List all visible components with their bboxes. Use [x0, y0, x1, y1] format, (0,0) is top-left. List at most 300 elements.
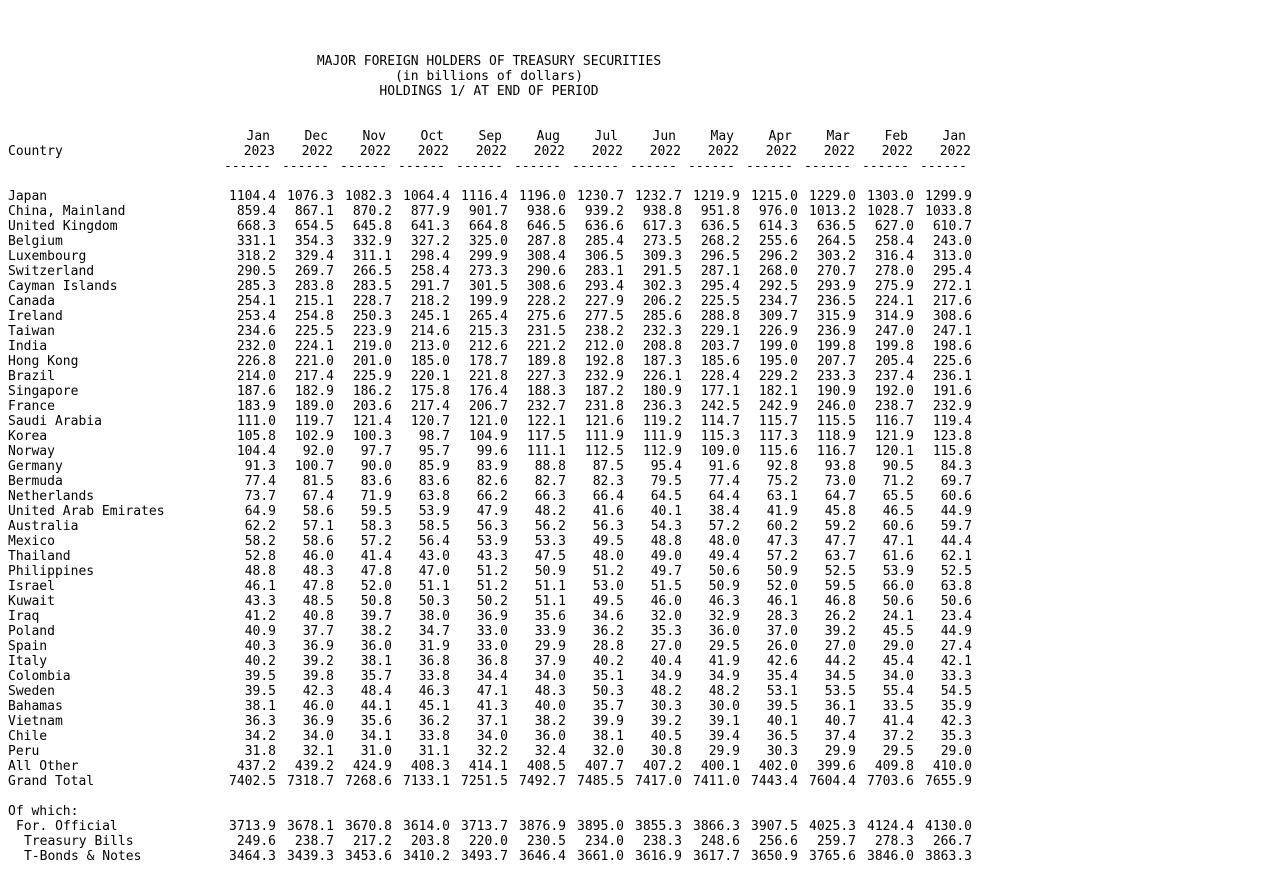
cell-value: 37.1 [476, 714, 508, 729]
cell-value: 47.8 [302, 579, 334, 594]
cell-value: 109.0 [700, 444, 740, 459]
cell-value: 52.0 [766, 579, 798, 594]
cell-value: 7411.0 [693, 774, 740, 789]
cell-value: 437.2 [236, 759, 276, 774]
cell-value: 1232.7 [635, 189, 682, 204]
cell-value: 57.2 [766, 549, 798, 564]
cell-value: 46.0 [302, 699, 334, 714]
cell-value: 23.4 [940, 609, 972, 624]
cell-value: 259.7 [816, 834, 856, 849]
cell-value: 51.2 [476, 579, 508, 594]
cell-value: 52.5 [824, 564, 856, 579]
table-row [8, 549, 972, 564]
country-name: Sweden [8, 684, 55, 699]
country-name: Switzerland [8, 264, 95, 279]
cell-value: 46.8 [824, 594, 856, 609]
cell-value: 185.0 [410, 354, 450, 369]
cell-value: 409.8 [874, 759, 914, 774]
cell-value: 877.9 [410, 204, 450, 219]
cell-value: 99.6 [476, 444, 508, 459]
cell-value: 636.5 [700, 219, 740, 234]
cell-value: 83.6 [360, 474, 392, 489]
cell-value: 83.9 [476, 459, 508, 474]
cell-value: 238.2 [584, 324, 624, 339]
cell-value: 175.8 [410, 384, 450, 399]
cell-value: 951.8 [700, 204, 740, 219]
cell-value: 48.5 [302, 594, 334, 609]
cell-value: 62.2 [244, 519, 276, 534]
country-name: Treasury Bills [24, 834, 134, 849]
cell-value: 82.3 [592, 474, 624, 489]
cell-value: 1229.0 [809, 189, 856, 204]
cell-value: 30.3 [650, 699, 682, 714]
cell-value: 35.3 [650, 624, 682, 639]
cell-value: 3713.9 [229, 819, 276, 834]
country-name: China, Mainland [8, 204, 126, 219]
cell-value: 245.1 [410, 309, 450, 324]
cell-value: 187.6 [236, 384, 276, 399]
country-name: Japan [8, 189, 48, 204]
cell-value: 213.0 [410, 339, 450, 354]
table-row [8, 279, 972, 294]
cell-value: 234.0 [584, 834, 624, 849]
header-underline: ------ [456, 159, 503, 174]
cell-value: 33.8 [418, 729, 450, 744]
country-name: For. Official [16, 819, 118, 834]
cell-value: 272.1 [932, 279, 972, 294]
cell-value: 217.6 [932, 294, 972, 309]
cell-value: 258.4 [410, 264, 450, 279]
cell-value: 247.0 [874, 324, 914, 339]
cell-value: 4025.3 [809, 819, 856, 834]
cell-value: 309.3 [642, 249, 682, 264]
cell-value: 229.2 [758, 369, 798, 384]
cell-value: 199.0 [758, 339, 798, 354]
cell-value: 38.2 [534, 714, 566, 729]
cell-value: 221.8 [468, 369, 508, 384]
country-name: Germany [8, 459, 63, 474]
table-row [8, 834, 972, 849]
cell-value: 36.0 [534, 729, 566, 744]
cell-value: 325.0 [468, 234, 508, 249]
cell-value: 238.7 [874, 399, 914, 414]
cell-value: 44.1 [360, 699, 392, 714]
cell-value: 3846.0 [867, 849, 914, 864]
cell-value: 115.6 [758, 444, 798, 459]
cell-value: 73.7 [244, 489, 276, 504]
cell-value: 37.0 [766, 624, 798, 639]
cell-value: 45.1 [418, 699, 450, 714]
cell-value: 34.0 [534, 669, 566, 684]
cell-value: 309.7 [758, 309, 798, 324]
cell-value: 938.8 [642, 204, 682, 219]
table-row [8, 774, 972, 789]
cell-value: 177.1 [700, 384, 740, 399]
cell-value: 295.4 [700, 279, 740, 294]
cell-value: 41.4 [882, 714, 914, 729]
cell-value: 30.8 [650, 744, 682, 759]
cell-value: 32.4 [534, 744, 566, 759]
cell-value: 39.2 [824, 624, 856, 639]
cell-value: 236.9 [816, 324, 856, 339]
country-name: All Other [8, 759, 79, 774]
cell-value: 111.0 [236, 414, 276, 429]
cell-value: 35.3 [940, 729, 972, 744]
cell-value: 58.6 [302, 504, 334, 519]
cell-value: 34.9 [708, 669, 740, 684]
country-name: Mexico [8, 534, 55, 549]
cell-value: 215.1 [294, 294, 334, 309]
cell-value: 4130.0 [925, 819, 972, 834]
header-month-row [8, 129, 972, 144]
table-row [8, 579, 972, 594]
cell-value: 30.0 [708, 699, 740, 714]
cell-value: 7492.7 [519, 774, 566, 789]
cell-value: 111.9 [642, 429, 682, 444]
cell-value: 73.0 [824, 474, 856, 489]
cell-value: 82.7 [534, 474, 566, 489]
cell-value: 1076.3 [287, 189, 334, 204]
cell-value: 248.6 [700, 834, 740, 849]
header-underline: ------ [282, 159, 329, 174]
cell-value: 3617.7 [693, 849, 740, 864]
cell-value: 249.6 [236, 834, 276, 849]
cell-value: 55.4 [882, 684, 914, 699]
cell-value: 238.3 [642, 834, 682, 849]
cell-value: 36.9 [302, 714, 334, 729]
cell-value: 287.1 [700, 264, 740, 279]
cell-value: 39.5 [244, 669, 276, 684]
cell-value: 296.2 [758, 249, 798, 264]
cell-value: 90.5 [882, 459, 914, 474]
cell-value: 36.2 [592, 624, 624, 639]
cell-value: 40.1 [766, 714, 798, 729]
cell-value: 48.0 [708, 534, 740, 549]
cell-value: 641.3 [410, 219, 450, 234]
header-year-label: 2022 [301, 144, 333, 159]
cell-value: 37.4 [824, 729, 856, 744]
header-month-label: Aug [536, 129, 560, 144]
country-name: Peru [8, 744, 40, 759]
cell-value: 867.1 [294, 204, 334, 219]
cell-value: 228.7 [352, 294, 392, 309]
country-name: Spain [8, 639, 48, 654]
cell-value: 206.7 [468, 399, 508, 414]
cell-value: 1064.4 [403, 189, 450, 204]
cell-value: 408.3 [410, 759, 450, 774]
cell-value: 976.0 [758, 204, 798, 219]
cell-value: 43.3 [476, 549, 508, 564]
cell-value: 1033.8 [925, 204, 972, 219]
header-underline: ------ [920, 159, 967, 174]
cell-value: 104.9 [468, 429, 508, 444]
cell-value: 115.8 [932, 444, 972, 459]
of-which-body [8, 819, 972, 864]
cell-value: 29.9 [708, 744, 740, 759]
cell-value: 71.2 [882, 474, 914, 489]
header-underline-row [8, 159, 972, 174]
cell-value: 400.1 [700, 759, 740, 774]
cell-value: 269.7 [294, 264, 334, 279]
table-row [8, 324, 972, 339]
cell-value: 53.1 [766, 684, 798, 699]
cell-value: 3907.5 [751, 819, 798, 834]
cell-value: 3493.7 [461, 849, 508, 864]
table-row [8, 369, 972, 384]
cell-value: 3453.6 [345, 849, 392, 864]
cell-value: 3661.0 [577, 849, 624, 864]
cell-value: 217.4 [294, 369, 334, 384]
cell-value: 295.4 [932, 264, 972, 279]
cell-value: 93.8 [824, 459, 856, 474]
cell-value: 302.3 [642, 279, 682, 294]
cell-value: 258.4 [874, 234, 914, 249]
country-name: Thailand [8, 549, 71, 564]
cell-value: 303.2 [816, 249, 856, 264]
header-underline: ------ [514, 159, 561, 174]
cell-value: 255.6 [758, 234, 798, 249]
cell-value: 32.1 [302, 744, 334, 759]
table-row [8, 714, 972, 729]
cell-value: 46.0 [650, 594, 682, 609]
cell-value: 178.7 [468, 354, 508, 369]
header-underline: ------ [630, 159, 677, 174]
cell-value: 49.0 [650, 549, 682, 564]
cell-value: 44.2 [824, 654, 856, 669]
cell-value: 40.8 [302, 609, 334, 624]
cell-value: 256.6 [758, 834, 798, 849]
table-row [8, 474, 972, 489]
cell-value: 40.7 [824, 714, 856, 729]
header-month-label: Jun [652, 129, 676, 144]
cell-value: 100.7 [294, 459, 334, 474]
country-name: Norway [8, 444, 55, 459]
cell-value: 34.0 [302, 729, 334, 744]
cell-value: 29.0 [882, 639, 914, 654]
cell-value: 46.1 [766, 594, 798, 609]
cell-value: 301.5 [468, 279, 508, 294]
cell-value: 104.4 [236, 444, 276, 459]
cell-value: 293.4 [584, 279, 624, 294]
cell-value: 253.4 [236, 309, 276, 324]
cell-value: 46.1 [244, 579, 276, 594]
header-year-label: 2022 [823, 144, 855, 159]
header-underline: ------ [746, 159, 793, 174]
cell-value: 27.4 [940, 639, 972, 654]
report-subtitle-units: (in billions of dollars) [395, 69, 583, 84]
cell-value: 35.6 [360, 714, 392, 729]
cell-value: 192.0 [874, 384, 914, 399]
cell-value: 112.5 [584, 444, 624, 459]
cell-value: 199.9 [468, 294, 508, 309]
table-row [8, 264, 972, 279]
table-row [8, 534, 972, 549]
cell-value: 49.4 [708, 549, 740, 564]
cell-value: 63.1 [766, 489, 798, 504]
cell-value: 306.5 [584, 249, 624, 264]
cell-value: 67.4 [302, 489, 334, 504]
country-name: Kuwait [8, 594, 55, 609]
table-row [8, 699, 972, 714]
cell-value: 39.2 [302, 654, 334, 669]
cell-value: 37.9 [534, 654, 566, 669]
cell-value: 35.4 [766, 669, 798, 684]
cell-value: 308.4 [526, 249, 566, 264]
cell-value: 87.5 [592, 459, 624, 474]
cell-value: 7251.5 [461, 774, 508, 789]
cell-value: 227.3 [526, 369, 566, 384]
cell-value: 63.8 [418, 489, 450, 504]
cell-value: 52.0 [360, 579, 392, 594]
cell-value: 34.4 [476, 669, 508, 684]
cell-value: 332.9 [352, 234, 392, 249]
cell-value: 287.8 [526, 234, 566, 249]
cell-value: 63.7 [824, 549, 856, 564]
cell-value: 75.2 [766, 474, 798, 489]
cell-value: 32.0 [650, 609, 682, 624]
cell-value: 39.5 [244, 684, 276, 699]
table-row [8, 249, 972, 264]
report-title-block [317, 54, 661, 99]
cell-value: 92.0 [302, 444, 334, 459]
cell-value: 234.6 [236, 324, 276, 339]
cell-value: 58.3 [360, 519, 392, 534]
cell-value: 3670.8 [345, 819, 392, 834]
cell-value: 34.5 [824, 669, 856, 684]
header-year-label: 2022 [417, 144, 449, 159]
cell-value: 201.0 [352, 354, 392, 369]
cell-value: 39.2 [650, 714, 682, 729]
cell-value: 3678.1 [287, 819, 334, 834]
cell-value: 283.8 [294, 279, 334, 294]
cell-value: 7133.1 [403, 774, 450, 789]
cell-value: 224.1 [874, 294, 914, 309]
cell-value: 36.3 [244, 714, 276, 729]
cell-value: 7402.5 [229, 774, 276, 789]
cell-value: 120.1 [874, 444, 914, 459]
cell-value: 58.5 [418, 519, 450, 534]
cell-value: 3863.3 [925, 849, 972, 864]
cell-value: 65.5 [882, 489, 914, 504]
cell-value: 95.4 [650, 459, 682, 474]
cell-value: 48.2 [534, 504, 566, 519]
cell-value: 47.0 [418, 564, 450, 579]
cell-value: 33.9 [534, 624, 566, 639]
cell-value: 311.1 [352, 249, 392, 264]
cell-value: 39.8 [302, 669, 334, 684]
cell-value: 199.8 [874, 339, 914, 354]
cell-value: 51.1 [534, 579, 566, 594]
cell-value: 50.6 [708, 564, 740, 579]
cell-value: 645.8 [352, 219, 392, 234]
cell-value: 51.2 [592, 564, 624, 579]
cell-value: 242.5 [700, 399, 740, 414]
cell-value: 38.2 [360, 624, 392, 639]
cell-value: 47.8 [360, 564, 392, 579]
table-row [8, 654, 972, 669]
cell-value: 189.0 [294, 399, 334, 414]
cell-value: 407.2 [642, 759, 682, 774]
cell-value: 288.8 [700, 309, 740, 324]
cell-value: 34.9 [650, 669, 682, 684]
cell-value: 407.7 [584, 759, 624, 774]
cell-value: 35.1 [592, 669, 624, 684]
cell-value: 283.1 [584, 264, 624, 279]
cell-value: 266.7 [932, 834, 972, 849]
cell-value: 31.8 [244, 744, 276, 759]
cell-value: 32.0 [592, 744, 624, 759]
cell-value: 42.3 [302, 684, 334, 699]
cell-value: 50.2 [476, 594, 508, 609]
cell-value: 119.2 [642, 414, 682, 429]
cell-value: 45.4 [882, 654, 914, 669]
cell-value: 95.7 [418, 444, 450, 459]
header-year-label: 2022 [359, 144, 391, 159]
cell-value: 254.1 [236, 294, 276, 309]
cell-value: 100.3 [352, 429, 392, 444]
cell-value: 331.1 [236, 234, 276, 249]
cell-value: 185.6 [700, 354, 740, 369]
cell-value: 610.7 [932, 219, 972, 234]
table-row [8, 609, 972, 624]
cell-value: 35.6 [534, 609, 566, 624]
cell-value: 51.1 [534, 594, 566, 609]
cell-value: 44.9 [940, 504, 972, 519]
cell-value: 354.3 [294, 234, 334, 249]
cell-value: 232.9 [584, 369, 624, 384]
cell-value: 614.3 [758, 219, 798, 234]
cell-value: 182.9 [294, 384, 334, 399]
cell-value: 3765.6 [809, 849, 856, 864]
cell-value: 88.8 [534, 459, 566, 474]
cell-value: 859.4 [236, 204, 276, 219]
cell-value: 47.7 [824, 534, 856, 549]
cell-value: 939.2 [584, 204, 624, 219]
table-row [8, 339, 972, 354]
header-year-label: 2022 [533, 144, 565, 159]
cell-value: 254.8 [294, 309, 334, 324]
cell-value: 26.0 [766, 639, 798, 654]
cell-value: 226.8 [236, 354, 276, 369]
cell-value: 64.4 [708, 489, 740, 504]
header-year-row [8, 144, 972, 159]
header-underline: ------ [862, 159, 909, 174]
country-name: United Arab Emirates [8, 504, 165, 519]
cell-value: 1299.9 [925, 189, 972, 204]
country-name: Brazil [8, 369, 55, 384]
cell-value: 246.0 [816, 399, 856, 414]
cell-value: 31.9 [418, 639, 450, 654]
table-row [8, 819, 972, 834]
cell-value: 226.9 [758, 324, 798, 339]
cell-value: 275.9 [874, 279, 914, 294]
country-name: Luxembourg [8, 249, 87, 264]
cell-value: 408.5 [526, 759, 566, 774]
cell-value: 36.9 [476, 609, 508, 624]
cell-value: 41.2 [244, 609, 276, 624]
cell-value: 231.8 [584, 399, 624, 414]
cell-value: 59.7 [940, 519, 972, 534]
cell-value: 83.6 [418, 474, 450, 489]
table-row [8, 354, 972, 369]
cell-value: 283.5 [352, 279, 392, 294]
cell-value: 50.8 [360, 594, 392, 609]
cell-value: 44.4 [940, 534, 972, 549]
cell-value: 29.5 [882, 744, 914, 759]
cell-value: 223.9 [352, 324, 392, 339]
report-subtitle-holdings: HOLDINGS 1/ AT END OF PERIOD [379, 84, 599, 99]
cell-value: 273.5 [642, 234, 682, 249]
